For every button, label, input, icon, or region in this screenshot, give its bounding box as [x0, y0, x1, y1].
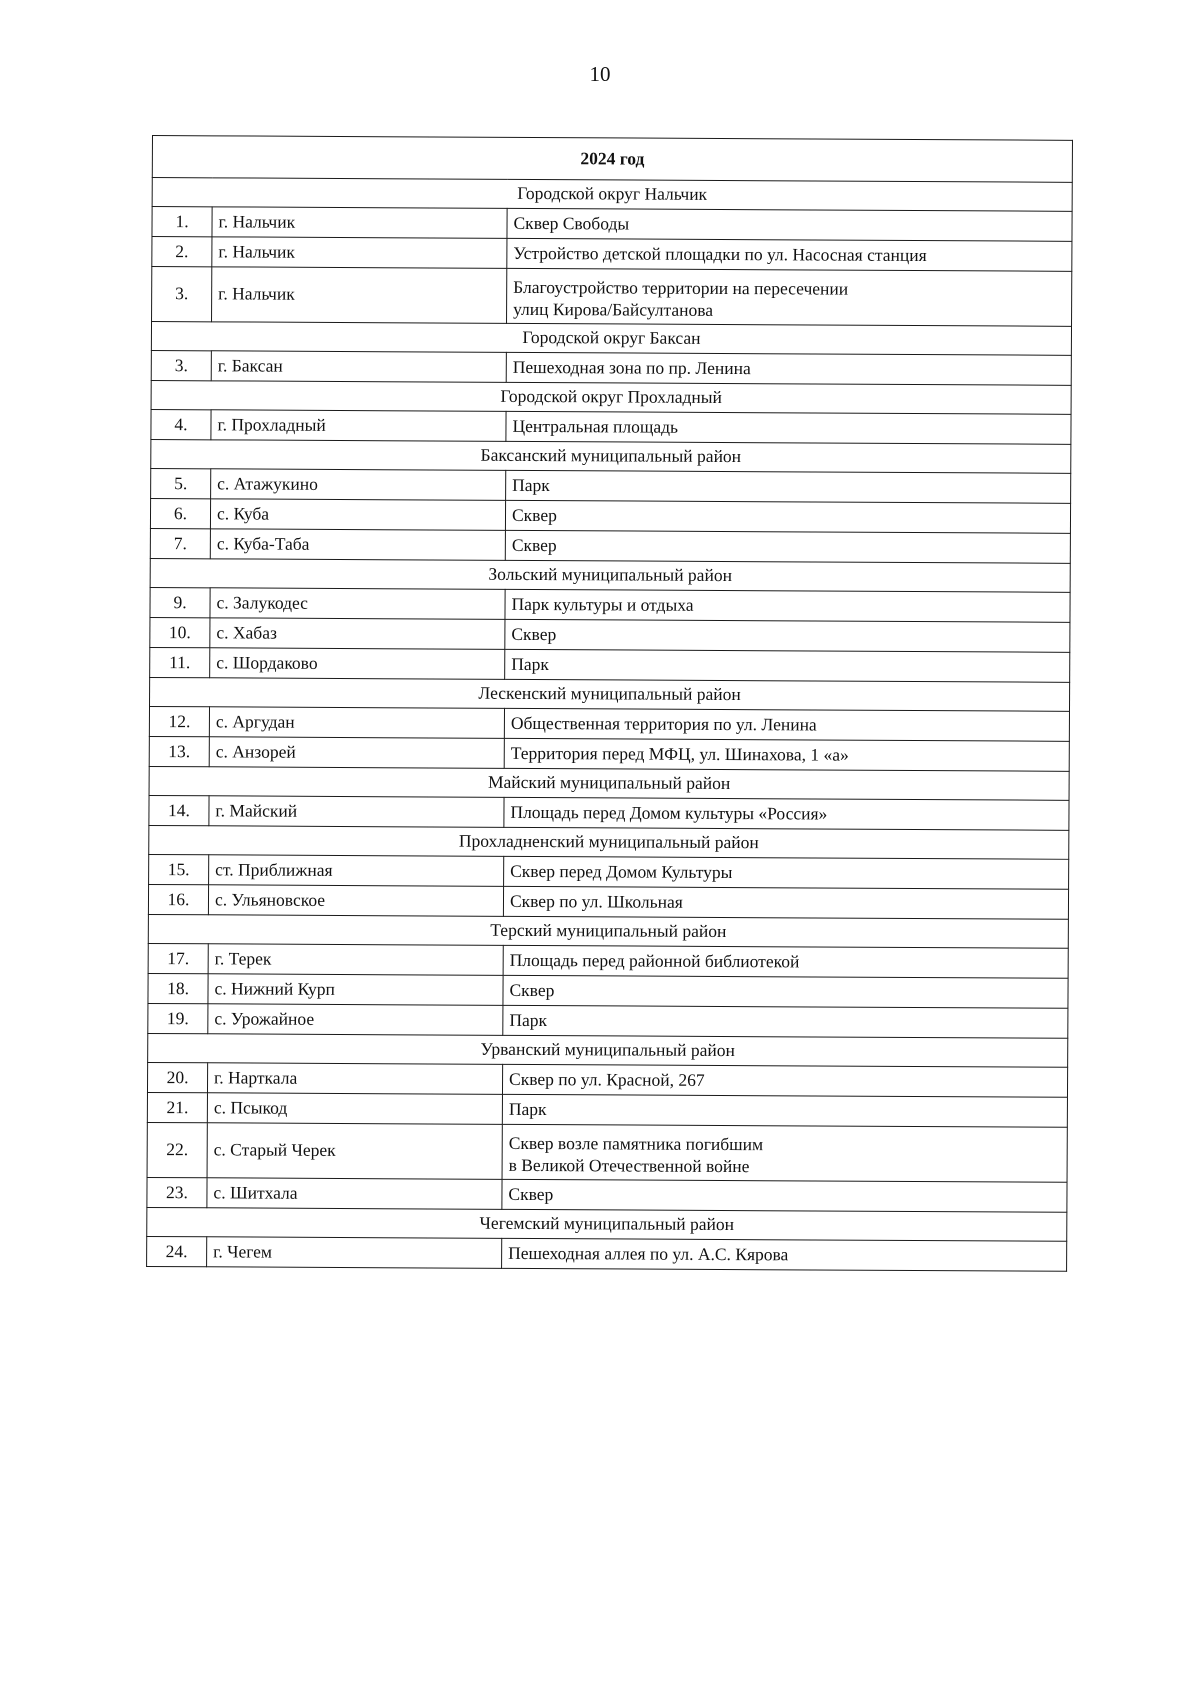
object-cell: Парк [503, 1005, 1068, 1038]
row-number: 6. [150, 498, 210, 528]
table-row [147, 1062, 1067, 1097]
object-line: Сквер возле памятника погибшим [508, 1133, 764, 1155]
table-row [149, 795, 1069, 830]
object-cell [507, 268, 1072, 326]
object-cell: Сквер Свободы [507, 208, 1072, 241]
row-number: 1. [152, 207, 212, 237]
row-number: 24. [147, 1236, 207, 1266]
table-row [150, 647, 1070, 682]
page-number: 10 [589, 62, 611, 86]
table-row [150, 528, 1070, 563]
locality-cell: г. Терек [208, 944, 503, 976]
table-row [147, 1177, 1067, 1212]
table-row [152, 237, 1072, 272]
row-number: 16. [148, 884, 208, 914]
table-row [147, 1122, 1067, 1182]
table-row [151, 350, 1071, 385]
locality-cell: г. Прохладный [211, 410, 506, 442]
locality-cell: ст. Приближная [209, 855, 504, 887]
object-cell: Сквер [505, 619, 1070, 652]
locality-cell: г. Майский [209, 796, 504, 828]
section-title: Городской округ Баксан [151, 322, 1071, 356]
section-title: Прохладненский муниципальный район [149, 825, 1069, 859]
row-number: 19. [148, 1003, 208, 1033]
section-title: Лескенский муниципальный район [150, 677, 1070, 711]
row-number: 17. [148, 943, 208, 973]
object-cell: Сквер [503, 975, 1068, 1008]
section-title: Баксанский муниципальный район [151, 439, 1071, 473]
object-cell: Сквер по ул. Школьная [503, 886, 1068, 919]
row-number: 4. [151, 409, 211, 439]
object-cell: Парк [502, 1094, 1067, 1127]
row-number: 21. [147, 1092, 207, 1122]
locality-cell: с. Аргудан [209, 707, 504, 739]
section-title: Городской округ Нальчик [152, 178, 1072, 212]
object-cell: Площадь перед Домом культуры «Россия» [504, 797, 1069, 830]
table-row [149, 706, 1069, 741]
row-number: 12. [149, 706, 209, 736]
locality-cell: с. Ульяновское [208, 885, 503, 917]
object-cell: Общественная территория по ул. Ленина [504, 708, 1069, 741]
row-number: 15. [149, 854, 209, 884]
locality-cell: с. Куба-Таба [210, 529, 505, 561]
object-cell: Устройство детской площадки по ул. Насосная станция [507, 238, 1072, 271]
object-cell: Парк [505, 649, 1070, 682]
table-row [149, 854, 1069, 889]
table-row [148, 1003, 1068, 1038]
locality-cell: с. Атажукино [211, 469, 506, 501]
object-cell: Площадь перед районной библиотекой [503, 945, 1068, 978]
table-row [148, 943, 1068, 978]
locality-cell: с. Хабаз [210, 618, 505, 650]
row-number: 5. [151, 468, 211, 498]
row-number: 20. [147, 1062, 207, 1092]
locality-cell: г. Нальчик [212, 237, 507, 269]
row-number: 9. [150, 587, 210, 617]
row-number: 22. [147, 1122, 207, 1177]
locality-cell: г. Нальчик [212, 207, 507, 239]
locality-cell: с. Шордаково [210, 648, 505, 680]
table-body [147, 136, 1073, 1272]
locality-cell: с. Шитхала [207, 1178, 502, 1210]
section-title: Чегемский муниципальный район [147, 1207, 1067, 1241]
row-number: 23. [147, 1177, 207, 1207]
locality-cell: с. Нижний Курп [208, 974, 503, 1006]
object-cell: Сквер [502, 1179, 1067, 1212]
object-cell: Сквер [505, 530, 1070, 563]
section-title: Городской округ Прохладный [151, 380, 1071, 414]
table-row [147, 1092, 1067, 1127]
table-row [148, 884, 1068, 919]
row-number: 7. [150, 528, 210, 558]
year-heading: 2024 год [152, 136, 1072, 183]
table-row [149, 736, 1069, 771]
table-row [148, 973, 1068, 1008]
object-line: улиц Кирова/Байсултанова [513, 298, 714, 320]
table-row [152, 267, 1072, 327]
object-cell: Сквер по ул. Красной, 267 [502, 1064, 1067, 1097]
object-cell: Парк культуры и отдыха [505, 589, 1070, 622]
object-cell: Парк [506, 470, 1071, 503]
section-title: Терский муниципальный район [148, 914, 1068, 948]
objects-table [146, 135, 1073, 1272]
section-title: Зольский муниципальный район [150, 558, 1070, 592]
locality-cell: с. Урожайное [208, 1004, 503, 1036]
table-row [147, 1236, 1067, 1271]
locality-cell: с. Анзорей [209, 737, 504, 769]
object-cell: Сквер [505, 500, 1070, 533]
locality-cell: с. Куба [210, 499, 505, 531]
year-row [152, 136, 1072, 183]
table-row [150, 498, 1070, 533]
table-row [151, 468, 1071, 503]
row-number: 11. [150, 647, 210, 677]
object-cell: Центральная площадь [506, 411, 1071, 444]
locality-cell: г. Чегем [207, 1237, 502, 1269]
object-cell: Территория перед МФЦ, ул. Шинахова, 1 «а» [504, 738, 1069, 771]
object-cell: Сквер перед Домом Культуры [504, 856, 1069, 889]
locality-cell: г. Нальчик [212, 267, 507, 324]
table-row [151, 409, 1071, 444]
row-number: 18. [148, 973, 208, 1003]
table-row [152, 207, 1072, 242]
object-cell: Пешеходная зона по пр. Ленина [506, 352, 1071, 385]
object-line: Благоустройство территории на пересечении [513, 277, 849, 299]
row-number: 10. [150, 617, 210, 647]
row-number: 13. [149, 736, 209, 766]
section-title: Майский муниципальный район [149, 766, 1069, 800]
locality-cell: с. Залукодес [210, 588, 505, 620]
object-line: в Великой Отечественной войне [508, 1154, 750, 1176]
table-row [150, 587, 1070, 622]
object-cell [502, 1124, 1067, 1182]
locality-cell: г. Нарткала [207, 1063, 502, 1095]
locality-cell: с. Псыкод [207, 1093, 502, 1125]
row-number: 3. [151, 350, 211, 380]
table-row [150, 617, 1070, 652]
row-number: 14. [149, 795, 209, 825]
section-title: Урванский муниципальный район [148, 1033, 1068, 1067]
row-number: 2. [152, 237, 212, 267]
object-cell: Пешеходная аллея по ул. А.С. Кярова [502, 1238, 1067, 1271]
locality-cell: с. Старый Черек [207, 1123, 502, 1180]
locality-cell: г. Баксан [211, 351, 506, 383]
row-number: 3. [152, 267, 212, 322]
